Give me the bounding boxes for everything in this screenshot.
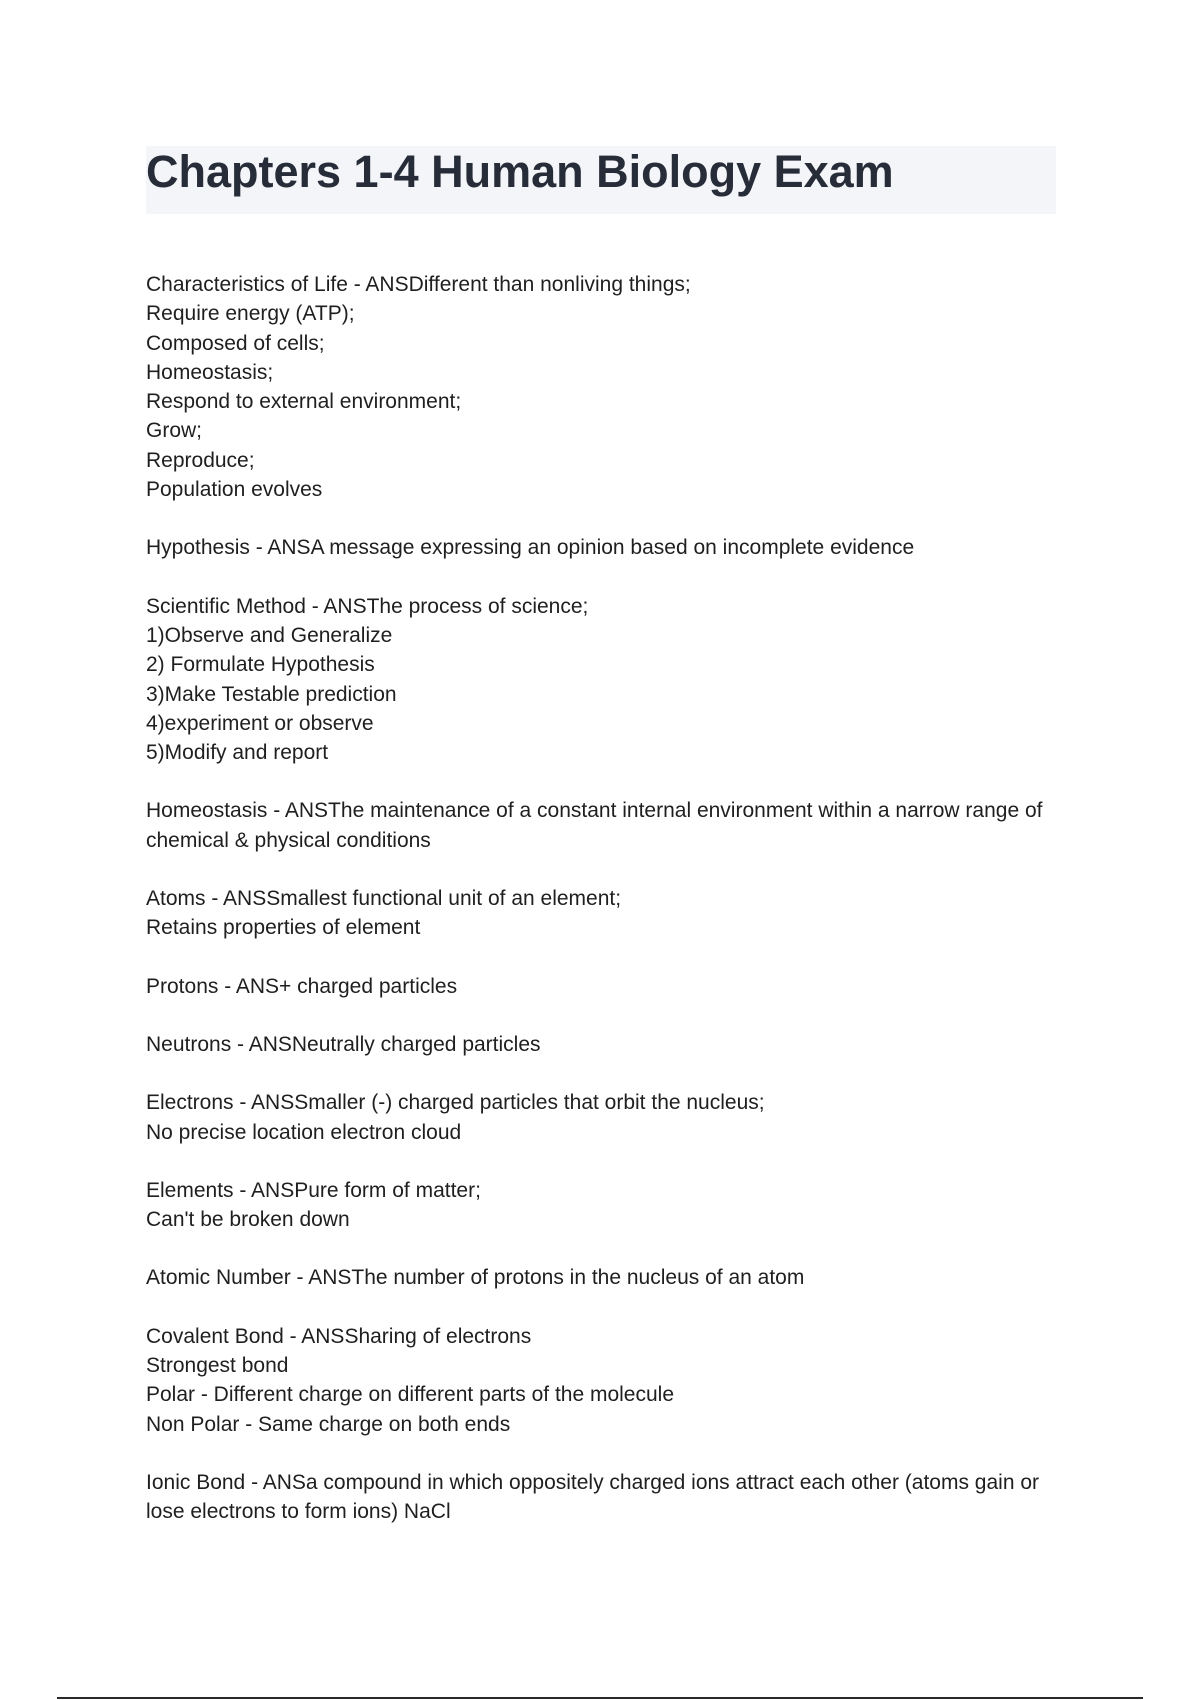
entry-line: Strongest bond bbox=[146, 1354, 289, 1378]
entry-characteristics-of-life bbox=[146, 270, 1056, 504]
entry-atoms bbox=[146, 884, 1056, 943]
entry-line: Can't be broken down bbox=[146, 1208, 350, 1232]
entry-line: Elements - ANSPure form of matter; bbox=[146, 1178, 481, 1202]
entry-line: Population evolves bbox=[146, 478, 323, 502]
entry-line: Covalent Bond - ANSSharing of electrons bbox=[146, 1324, 532, 1348]
page-bottom-divider bbox=[57, 1697, 1143, 1699]
entry-line: Scientific Method - ANSThe process of science; bbox=[146, 594, 589, 618]
entry-hypothesis bbox=[146, 533, 1056, 562]
entry-line: Protons - ANS+ charged particles bbox=[146, 974, 458, 998]
entry-line: 5)Modify and report bbox=[146, 741, 329, 765]
entry-ionic-bond bbox=[146, 1468, 1056, 1527]
entry-line: Reproduce; bbox=[146, 448, 255, 472]
entry-line: Hypothesis - ANSA message expressing an opinion based on incomplete evidence bbox=[146, 536, 915, 560]
entry-line: Respond to external environment; bbox=[146, 390, 462, 414]
entry-line: Homeostasis; bbox=[146, 360, 274, 384]
entry-line: Polar - Different charge on different parts of the molecule bbox=[146, 1383, 675, 1407]
entry-protons bbox=[146, 972, 1056, 1001]
entry-line: 1)Observe and Generalize bbox=[146, 623, 393, 647]
entry-line: Electrons - ANSSmaller (-) charged particles that orbit the nucleus; bbox=[146, 1091, 765, 1115]
entry-elements bbox=[146, 1176, 1056, 1235]
entry-line: Retains properties of element bbox=[146, 916, 421, 940]
entry-line: 3)Make Testable prediction bbox=[146, 682, 397, 706]
entry-electrons bbox=[146, 1088, 1056, 1147]
entry-line: Homeostasis - ANSThe maintenance of a constant internal environment within a narrow range of chemical & physical conditions bbox=[146, 799, 1043, 852]
entry-line: Characteristics of Life - ANSDifferent than nonliving things; bbox=[146, 273, 691, 296]
entry-line: Non Polar - Same charge on both ends bbox=[146, 1412, 511, 1436]
entry-line: Neutrons - ANSNeutrally charged particles bbox=[146, 1032, 541, 1056]
entry-homeostasis bbox=[146, 796, 1056, 855]
entry-line: No precise location electron cloud bbox=[146, 1120, 462, 1144]
entry-line: Ionic Bond - ANSa compound in which oppositely charged ions attract each other (atoms gain or lose electrons to form ions) NaCl bbox=[146, 1470, 1040, 1524]
entry-neutrons bbox=[146, 1030, 1056, 1059]
entry-line: 2) Formulate Hypothesis bbox=[146, 653, 375, 677]
entry-line: Atomic Number - ANSThe number of protons in the nucleus of an atom bbox=[146, 1266, 805, 1290]
entry-line: 4)experiment or observe bbox=[146, 711, 374, 735]
entry-line: Atoms - ANSSmallest functional unit of an element; bbox=[146, 887, 622, 911]
entry-scientific-method bbox=[146, 592, 1056, 768]
entry-line: Composed of cells; bbox=[146, 331, 325, 355]
page-title: Chapters 1-4 Human Biology Exam bbox=[146, 146, 894, 197]
entry-covalent-bond bbox=[146, 1322, 1056, 1439]
entry-line: Require energy (ATP); bbox=[146, 302, 355, 326]
title-band bbox=[146, 146, 1056, 214]
entry-atomic-number bbox=[146, 1263, 1056, 1292]
document-body bbox=[146, 270, 1056, 1556]
entry-line: Grow; bbox=[146, 419, 203, 443]
